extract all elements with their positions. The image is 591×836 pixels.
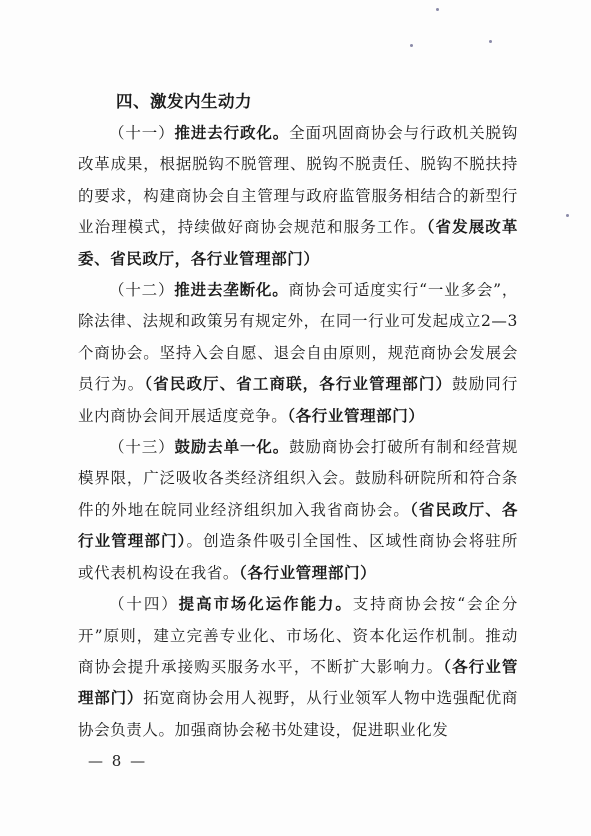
clause-lead: 推进去行政化。 — [174, 124, 290, 142]
clause-lead: 提高市场化运作能力。 — [178, 595, 353, 614]
clause-lead: 推进去垄断化。 — [174, 281, 289, 300]
document-body — [78, 86, 518, 746]
paragraph-13 — [78, 432, 518, 589]
scan-speck — [566, 214, 569, 217]
responsible-departments: （省发展改革委、省民政厅，各行业管理部门） — [78, 218, 518, 268]
paragraph-14 — [78, 589, 518, 746]
clause-body-continued: 鼓励同行业内商协会间开展适度竞争。 — [78, 375, 518, 425]
responsible-departments: （省民政厅、省工商联，各行业管理部门） — [144, 375, 453, 394]
responsible-departments: （各行业管理部门） — [239, 563, 377, 582]
responsible-departments: （省民政厅、各行业管理部门） — [78, 500, 518, 551]
clause-label: （十一） — [109, 124, 175, 142]
clause-body-continued: 。创造条件吸引全国性、区域性商协会将驻所或代表机构设在我省。 — [78, 532, 518, 582]
responsible-departments: （各行业管理部门） — [78, 657, 518, 708]
clause-body: 全面巩固商协会与行政机关脱钩改革成果，根据脱钩不脱管理、脱钩不脱责任、脱钩不脱扶持的要求，构建商协会自主管理与政府监管服务相结合的新型行业治理模式，持续做好商协会规范和服务工作。 — [78, 124, 518, 237]
clause-body: 支持商协会按“会企分开”原则，建立完善专业化、市场化、资本化运作机制。推动商协会提升承接购买服务水平，不断扩大影响力。 — [78, 595, 518, 676]
paragraph-12 — [78, 275, 518, 432]
scan-speck — [410, 44, 413, 47]
clause-lead: 鼓励去单一化。 — [174, 438, 290, 457]
clause-body-continued: 拓宽商协会用人视野，从行业领军人物中选强配优商协会负责人。加强商协会秘书处建设，促进职业化发 — [78, 689, 518, 739]
clause-label: （十二） — [109, 281, 175, 300]
clause-body: 商协会可适度实行“一业多会”，除法律、法规和政策另有规定外，在同一行业可发起成立2—3个商协会。坚持入会自愿、退会自由原则，规范商协会发展会员行为。 — [78, 281, 518, 394]
scan-speck — [489, 40, 492, 43]
paragraph-11 — [78, 118, 518, 275]
page-number: — 8 — — [88, 752, 148, 770]
scan-speck — [436, 8, 439, 11]
clause-label: （十三） — [109, 438, 175, 457]
responsible-departments: （各行业管理部门） — [287, 406, 425, 425]
clause-body: 鼓励商协会打破所有制和经营规模界限，广泛吸收各类经济组织入会。鼓励科研院所和符合条件的外地在皖同业经济组织加入我省商协会。 — [78, 438, 518, 519]
clause-label: （十四） — [109, 595, 179, 614]
section-heading: 四、激发内生动力 — [116, 92, 252, 111]
